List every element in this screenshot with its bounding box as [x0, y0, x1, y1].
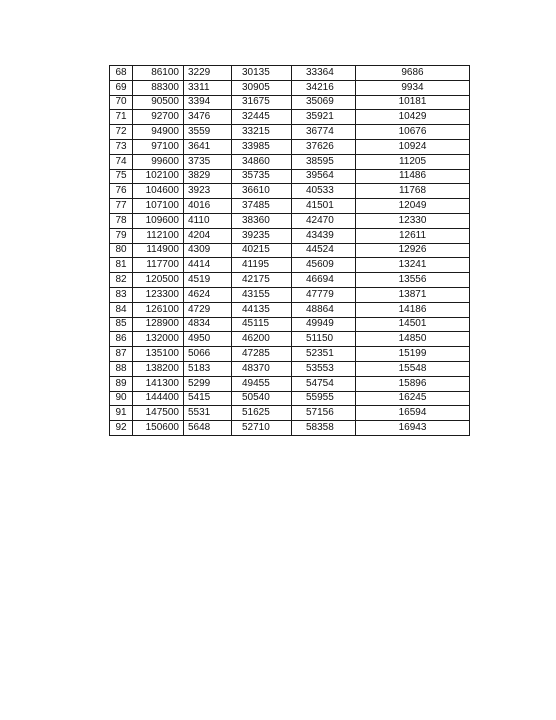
value-cell: 41195	[232, 258, 292, 273]
row-number-cell: 74	[110, 154, 133, 169]
table-row	[110, 125, 470, 140]
row-number-cell: 91	[110, 406, 133, 421]
row-number-cell: 80	[110, 243, 133, 258]
value-cell: 13556	[356, 273, 470, 288]
value-cell: 141300	[133, 376, 184, 391]
value-cell: 38360	[232, 213, 292, 228]
value-cell: 117700	[133, 258, 184, 273]
value-cell: 3394	[184, 95, 232, 110]
table-row	[110, 199, 470, 214]
value-cell: 112100	[133, 228, 184, 243]
table-row	[110, 243, 470, 258]
value-cell: 12330	[356, 213, 470, 228]
row-number-cell: 70	[110, 95, 133, 110]
value-cell: 109600	[133, 213, 184, 228]
row-number-cell: 73	[110, 139, 133, 154]
value-cell: 42470	[292, 213, 356, 228]
value-cell: 102100	[133, 169, 184, 184]
value-cell: 4309	[184, 243, 232, 258]
table-row	[110, 391, 470, 406]
value-cell: 37626	[292, 139, 356, 154]
row-number-cell: 86	[110, 332, 133, 347]
value-cell: 39235	[232, 228, 292, 243]
table-row	[110, 347, 470, 362]
value-cell: 48370	[232, 361, 292, 376]
row-number-cell: 88	[110, 361, 133, 376]
row-number-cell: 89	[110, 376, 133, 391]
row-number-cell: 90	[110, 391, 133, 406]
value-cell: 126100	[133, 302, 184, 317]
table-row	[110, 169, 470, 184]
value-cell: 46200	[232, 332, 292, 347]
value-cell: 132000	[133, 332, 184, 347]
value-cell: 99600	[133, 154, 184, 169]
table-row	[110, 66, 470, 81]
value-cell: 10676	[356, 125, 470, 140]
value-cell: 3311	[184, 80, 232, 95]
row-number-cell: 84	[110, 302, 133, 317]
value-cell: 38595	[292, 154, 356, 169]
value-cell: 44524	[292, 243, 356, 258]
table-row	[110, 213, 470, 228]
row-number-cell: 76	[110, 184, 133, 199]
row-number-cell: 75	[110, 169, 133, 184]
value-cell: 51625	[232, 406, 292, 421]
value-cell: 43155	[232, 287, 292, 302]
value-cell: 4110	[184, 213, 232, 228]
value-cell: 144400	[133, 391, 184, 406]
value-cell: 15896	[356, 376, 470, 391]
value-cell: 15199	[356, 347, 470, 362]
value-cell: 47779	[292, 287, 356, 302]
value-cell: 36774	[292, 125, 356, 140]
value-cell: 47285	[232, 347, 292, 362]
value-cell: 86100	[133, 66, 184, 81]
value-cell: 4414	[184, 258, 232, 273]
value-cell: 9686	[356, 66, 470, 81]
value-cell: 57156	[292, 406, 356, 421]
value-cell: 4834	[184, 317, 232, 332]
value-cell: 40215	[232, 243, 292, 258]
row-number-cell: 69	[110, 80, 133, 95]
value-cell: 12926	[356, 243, 470, 258]
row-number-cell: 77	[110, 199, 133, 214]
value-cell: 5066	[184, 347, 232, 362]
value-cell: 13871	[356, 287, 470, 302]
value-cell: 50540	[232, 391, 292, 406]
row-number-cell: 78	[110, 213, 133, 228]
value-cell: 3559	[184, 125, 232, 140]
value-cell: 43439	[292, 228, 356, 243]
value-cell: 11768	[356, 184, 470, 199]
value-cell: 52351	[292, 347, 356, 362]
value-cell: 40533	[292, 184, 356, 199]
row-number-cell: 72	[110, 125, 133, 140]
value-cell: 4624	[184, 287, 232, 302]
value-cell: 12049	[356, 199, 470, 214]
value-cell: 10429	[356, 110, 470, 125]
value-cell: 10924	[356, 139, 470, 154]
table-row	[110, 421, 470, 436]
value-cell: 5531	[184, 406, 232, 421]
value-cell: 45115	[232, 317, 292, 332]
table-row	[110, 95, 470, 110]
data-table	[109, 65, 470, 436]
table-body	[110, 66, 470, 436]
value-cell: 94900	[133, 125, 184, 140]
value-cell: 3229	[184, 66, 232, 81]
value-cell: 45609	[292, 258, 356, 273]
value-cell: 52710	[232, 421, 292, 436]
value-cell: 10181	[356, 95, 470, 110]
value-cell: 31675	[232, 95, 292, 110]
value-cell: 46694	[292, 273, 356, 288]
table-row	[110, 302, 470, 317]
value-cell: 14850	[356, 332, 470, 347]
value-cell: 123300	[133, 287, 184, 302]
value-cell: 35069	[292, 95, 356, 110]
row-number-cell: 82	[110, 273, 133, 288]
row-number-cell: 85	[110, 317, 133, 332]
value-cell: 33985	[232, 139, 292, 154]
value-cell: 37485	[232, 199, 292, 214]
table-row	[110, 110, 470, 125]
value-cell: 16943	[356, 421, 470, 436]
table-row	[110, 332, 470, 347]
value-cell: 30135	[232, 66, 292, 81]
value-cell: 58358	[292, 421, 356, 436]
value-cell: 4016	[184, 199, 232, 214]
value-cell: 3829	[184, 169, 232, 184]
value-cell: 12611	[356, 228, 470, 243]
table-row	[110, 154, 470, 169]
value-cell: 5299	[184, 376, 232, 391]
value-cell: 9934	[356, 80, 470, 95]
value-cell: 11205	[356, 154, 470, 169]
table-row	[110, 80, 470, 95]
value-cell: 33215	[232, 125, 292, 140]
value-cell: 11486	[356, 169, 470, 184]
value-cell: 5415	[184, 391, 232, 406]
table-row	[110, 361, 470, 376]
table-row	[110, 228, 470, 243]
table-row	[110, 273, 470, 288]
value-cell: 34860	[232, 154, 292, 169]
value-cell: 135100	[133, 347, 184, 362]
value-cell: 42175	[232, 273, 292, 288]
value-cell: 104600	[133, 184, 184, 199]
row-number-cell: 68	[110, 66, 133, 81]
value-cell: 3641	[184, 139, 232, 154]
value-cell: 53553	[292, 361, 356, 376]
value-cell: 90500	[133, 95, 184, 110]
table-row	[110, 139, 470, 154]
value-cell: 4204	[184, 228, 232, 243]
value-cell: 15548	[356, 361, 470, 376]
value-cell: 138200	[133, 361, 184, 376]
value-cell: 3923	[184, 184, 232, 199]
value-cell: 14501	[356, 317, 470, 332]
value-cell: 49949	[292, 317, 356, 332]
value-cell: 33364	[292, 66, 356, 81]
value-cell: 97100	[133, 139, 184, 154]
value-cell: 35735	[232, 169, 292, 184]
value-cell: 4519	[184, 273, 232, 288]
value-cell: 54754	[292, 376, 356, 391]
value-cell: 3735	[184, 154, 232, 169]
value-cell: 4729	[184, 302, 232, 317]
value-cell: 39564	[292, 169, 356, 184]
table-row	[110, 406, 470, 421]
value-cell: 107100	[133, 199, 184, 214]
row-number-cell: 81	[110, 258, 133, 273]
table-row	[110, 287, 470, 302]
value-cell: 51150	[292, 332, 356, 347]
value-cell: 147500	[133, 406, 184, 421]
value-cell: 55955	[292, 391, 356, 406]
value-cell: 32445	[232, 110, 292, 125]
value-cell: 5183	[184, 361, 232, 376]
row-number-cell: 79	[110, 228, 133, 243]
value-cell: 34216	[292, 80, 356, 95]
row-number-cell: 92	[110, 421, 133, 436]
value-cell: 30905	[232, 80, 292, 95]
table-row	[110, 376, 470, 391]
table-row	[110, 317, 470, 332]
value-cell: 49455	[232, 376, 292, 391]
row-number-cell: 87	[110, 347, 133, 362]
value-cell: 13241	[356, 258, 470, 273]
value-cell: 14186	[356, 302, 470, 317]
value-cell: 150600	[133, 421, 184, 436]
row-number-cell: 71	[110, 110, 133, 125]
value-cell: 16594	[356, 406, 470, 421]
value-cell: 114900	[133, 243, 184, 258]
value-cell: 4950	[184, 332, 232, 347]
value-cell: 3476	[184, 110, 232, 125]
value-cell: 44135	[232, 302, 292, 317]
table-row	[110, 258, 470, 273]
value-cell: 128900	[133, 317, 184, 332]
value-cell: 48864	[292, 302, 356, 317]
value-cell: 36610	[232, 184, 292, 199]
value-cell: 41501	[292, 199, 356, 214]
value-cell: 16245	[356, 391, 470, 406]
value-cell: 88300	[133, 80, 184, 95]
row-number-cell: 83	[110, 287, 133, 302]
table-row	[110, 184, 470, 199]
value-cell: 35921	[292, 110, 356, 125]
value-cell: 120500	[133, 273, 184, 288]
value-cell: 92700	[133, 110, 184, 125]
value-cell: 5648	[184, 421, 232, 436]
